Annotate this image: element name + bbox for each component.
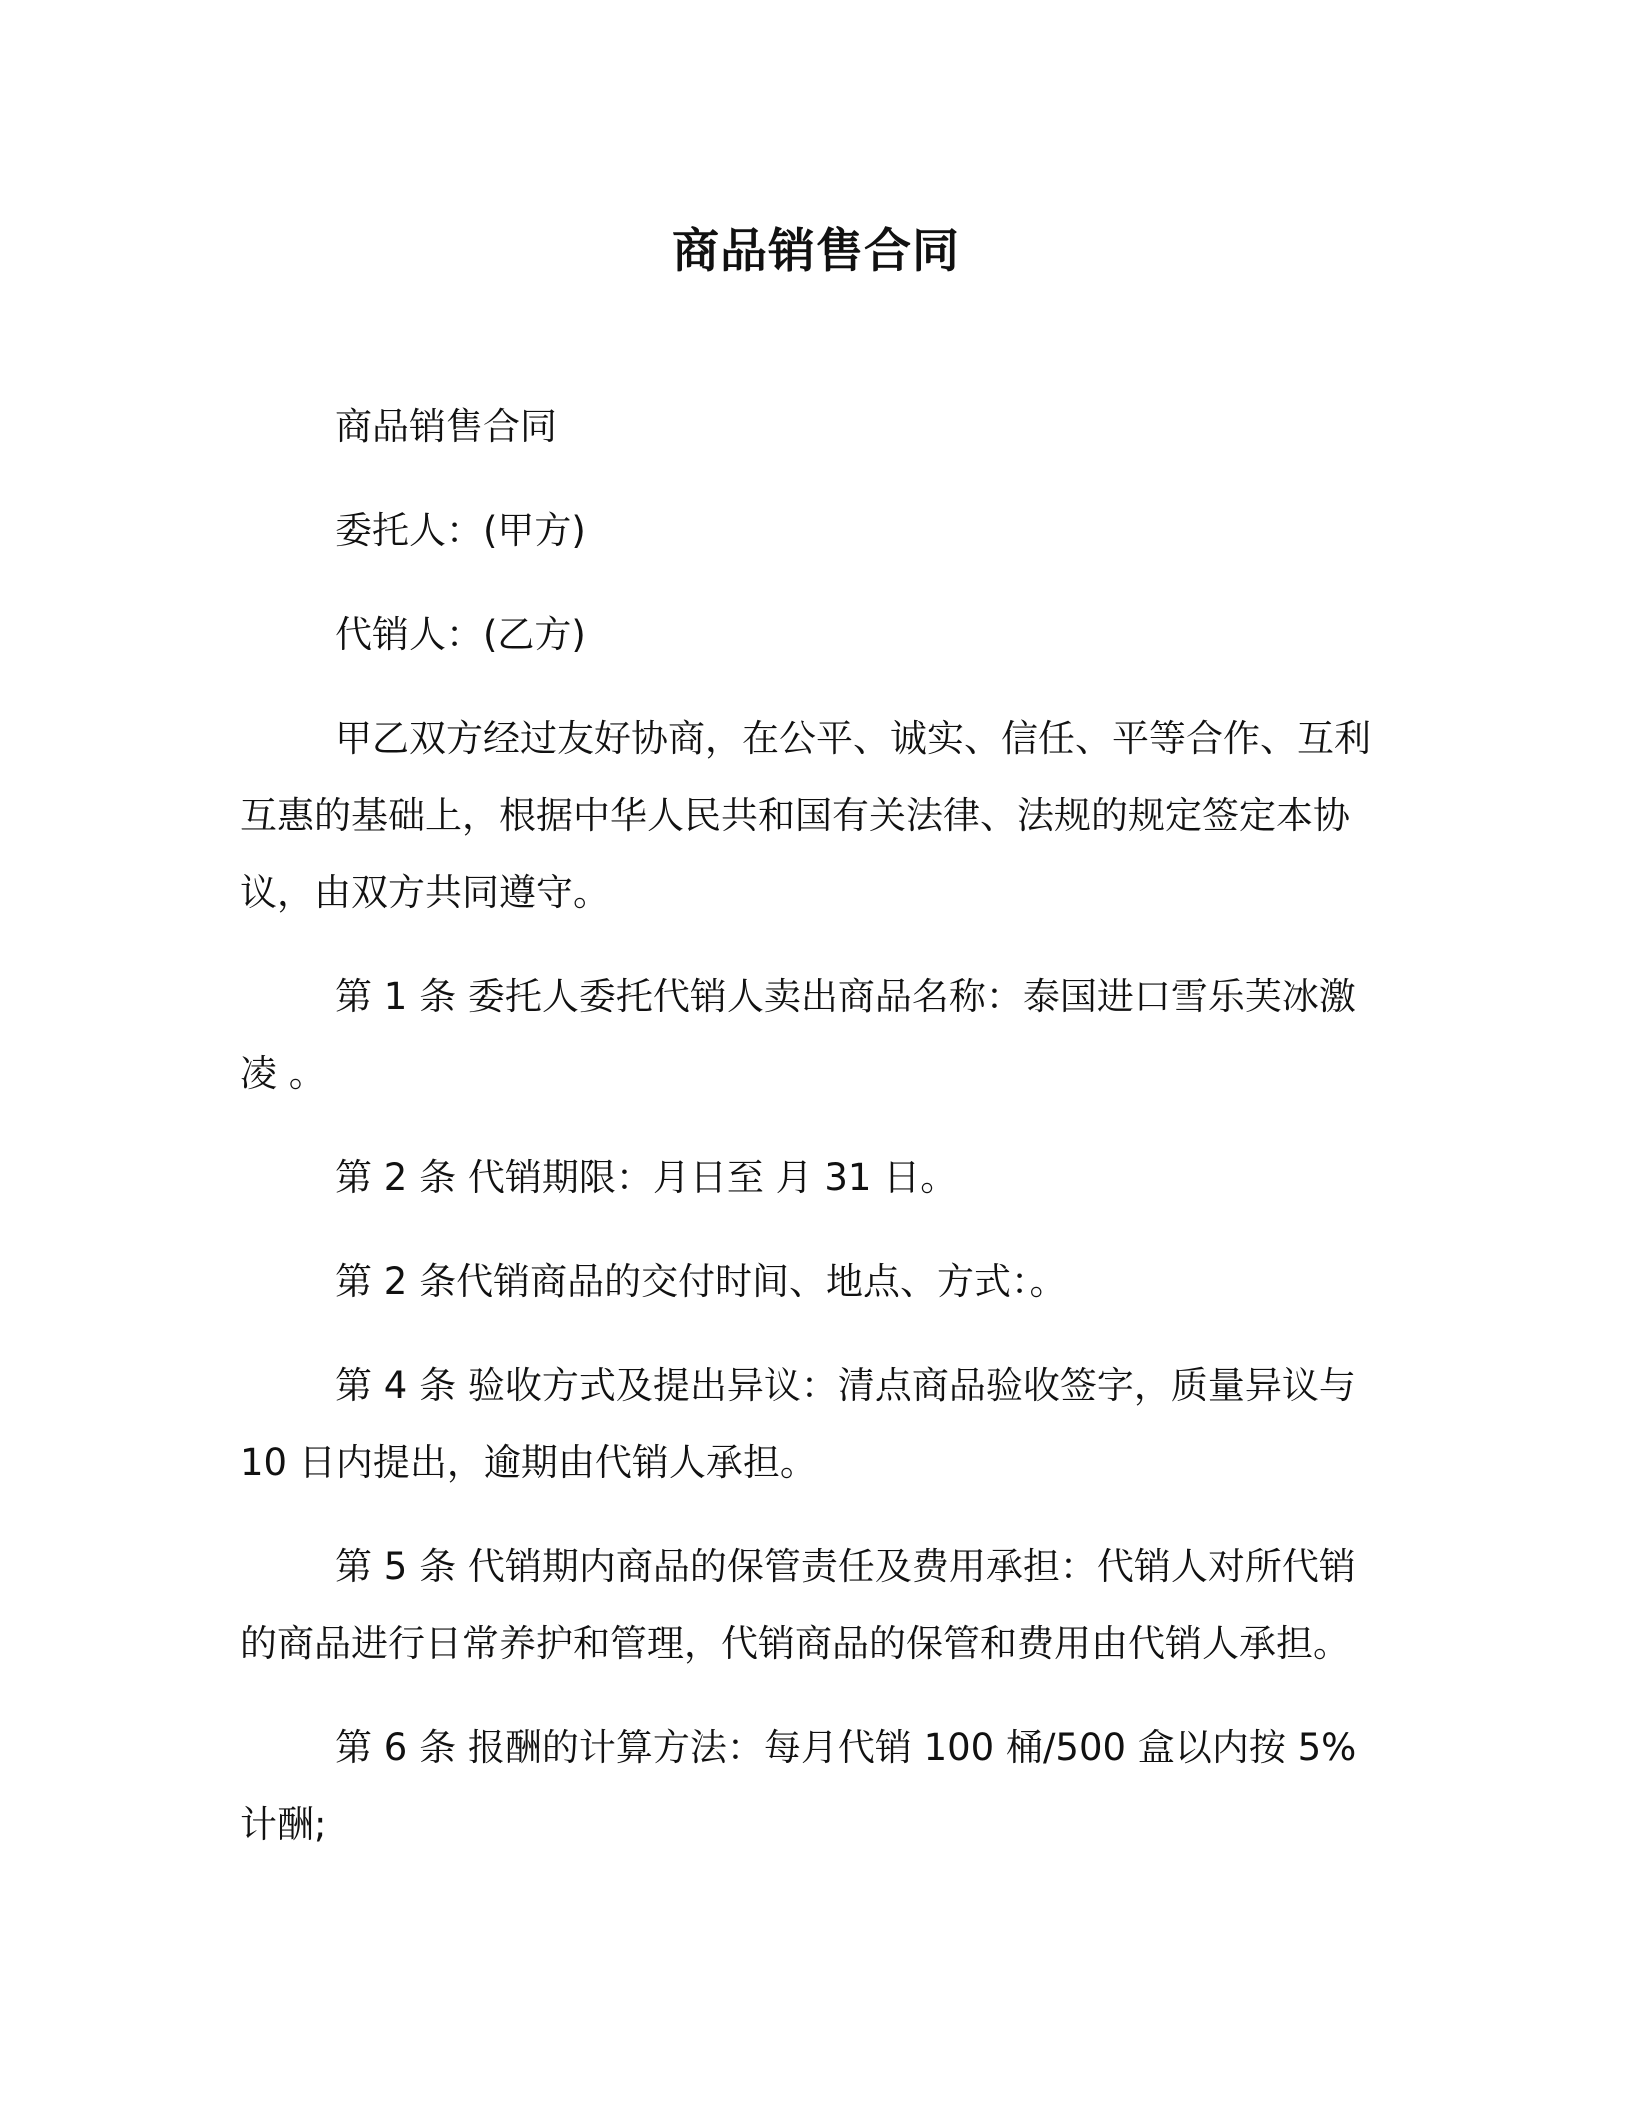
paragraph-preamble: 甲乙双方经过友好协商，在公平、诚实、信任、平等合作、互利互惠的基础上，根据中华人民共和国有关法律、法规的规定签定本协议，由双方共同遵守。	[240, 717, 1371, 914]
document-body	[240, 388, 1380, 1890]
paragraph-article-6: 第 6 条 报酬的计算方法：每月代销 100 桶/500 盒以内按 5%计酬;	[240, 1726, 1357, 1846]
paragraph-article-4: 第 4 条 验收方式及提出异议：清点商品验收签字，质量异议与 10 日内提出，逾期由代销人承担。	[240, 1364, 1356, 1484]
paragraph-article-3: 第 2 条代销商品的交付时间、地点、方式：。	[335, 1260, 1067, 1303]
document-title: 商品销售合同	[672, 224, 960, 279]
paragraph-article-1: 第 1 条 委托人委托代销人卖出商品名称：泰国进口雪乐芙冰激凌 。	[240, 975, 1356, 1095]
paragraph-article-2: 第 2 条 代销期限：月日至 月 31 日。	[335, 1156, 958, 1199]
paragraph-heading: 商品销售合同	[335, 405, 557, 448]
paragraph-article-5: 第 5 条 代销期内商品的保管责任及费用承担：代销人对所代销的商品进行日常养护和管理，代销商品的保管和费用由代销人承担。	[240, 1545, 1356, 1665]
paragraph-principal: 委托人：(甲方)	[335, 509, 586, 552]
paragraph-agent: 代销人：(乙方)	[335, 613, 586, 656]
